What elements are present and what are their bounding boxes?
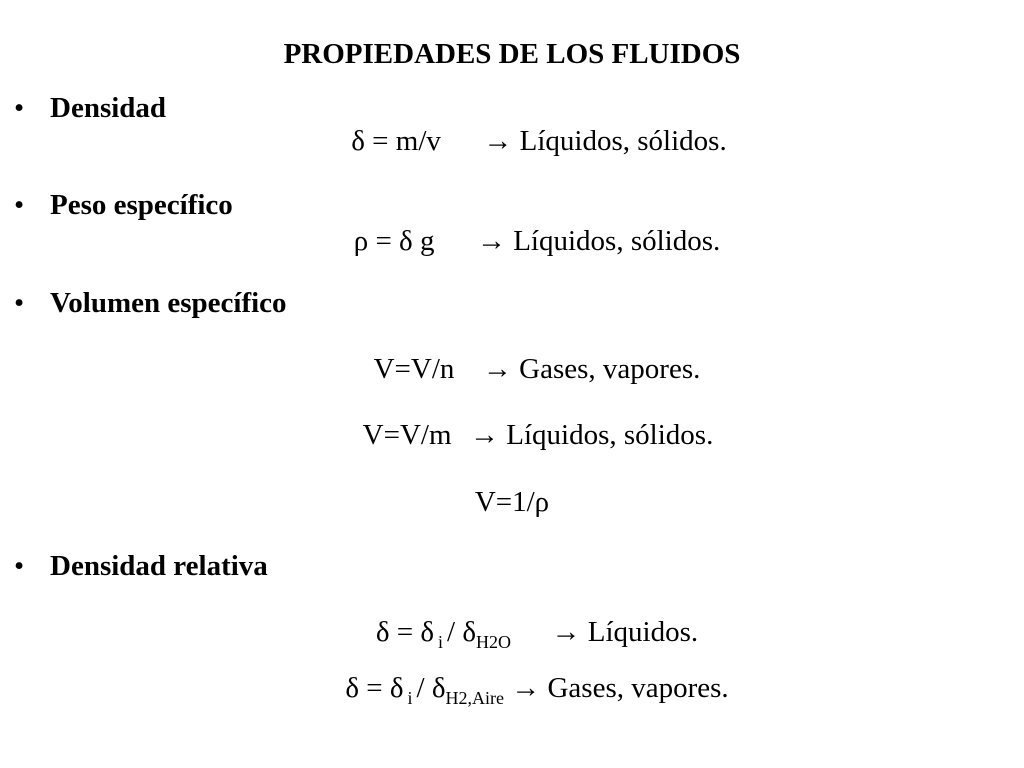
formula-relativa-1-lhs: δ = δ <box>375 616 435 648</box>
formula-relativa-1-sub-ref: H2O <box>476 632 512 652</box>
formula-relativa-1-sub-i: i <box>438 632 444 652</box>
formula-peso-note: Líquidos, sólidos. <box>513 225 721 257</box>
formula-relativa-2-sub-i: i <box>407 688 413 708</box>
arrow-icon: → <box>511 672 541 704</box>
formula-densidad-note: Líquidos, sólidos. <box>519 125 727 157</box>
bullet-label-densidad-relativa: Densidad relativa <box>50 550 268 582</box>
formula-relativa-1 <box>0 612 1024 662</box>
bullet-label-peso-especifico: Peso específico <box>50 189 233 221</box>
formula-relativa-2-sub-ref: H2,Aire <box>445 688 504 708</box>
formula-densidad <box>0 121 1024 161</box>
formula-peso-especifico <box>0 221 1024 261</box>
bullet-dot: • <box>14 189 25 221</box>
formula-volumen-1 <box>0 349 1024 389</box>
arrow-icon: → <box>470 419 500 451</box>
formula-relativa-1-slash: / δ <box>447 616 477 648</box>
formula-relativa-2 <box>0 668 1024 718</box>
formula-relativa-2-lhs: δ = δ <box>345 672 404 704</box>
bullet-label-densidad: Densidad <box>50 92 167 124</box>
formula-peso-expr: ρ = δ g <box>353 225 435 257</box>
arrow-icon: → <box>483 125 513 157</box>
arrow-icon: → <box>482 353 512 385</box>
formula-volumen-2 <box>0 415 1024 455</box>
formula-volumen-3-expr: V=1/ρ <box>474 486 550 518</box>
formula-volumen-1-note: Gases, vapores. <box>519 353 701 385</box>
bullet-dot: • <box>14 92 25 124</box>
arrow-icon: → <box>551 616 581 648</box>
formula-relativa-1-note: Líquidos. <box>587 616 699 648</box>
formula-volumen-2-note: Líquidos, sólidos. <box>506 419 714 451</box>
formula-relativa-2-slash: / δ <box>416 672 446 704</box>
formula-densidad-expr: δ = m/v <box>351 125 441 157</box>
formula-volumen-3 <box>0 482 1024 522</box>
formula-volumen-1-expr: V=V/n <box>373 353 455 385</box>
bullet-peso-especifico <box>14 187 233 223</box>
bullet-dot: • <box>14 287 25 319</box>
formula-volumen-2-expr: V=V/m <box>362 419 452 451</box>
bullet-densidad-relativa <box>14 548 268 584</box>
bullet-volumen-especifico <box>14 285 287 321</box>
bullet-dot: • <box>14 550 25 582</box>
arrow-icon: → <box>476 225 506 257</box>
page-title: PROPIEDADES DE LOS FLUIDOS <box>283 38 741 70</box>
formula-relativa-2-note: Gases, vapores. <box>547 672 729 704</box>
bullet-label-volumen-especifico: Volumen específico <box>50 287 287 319</box>
